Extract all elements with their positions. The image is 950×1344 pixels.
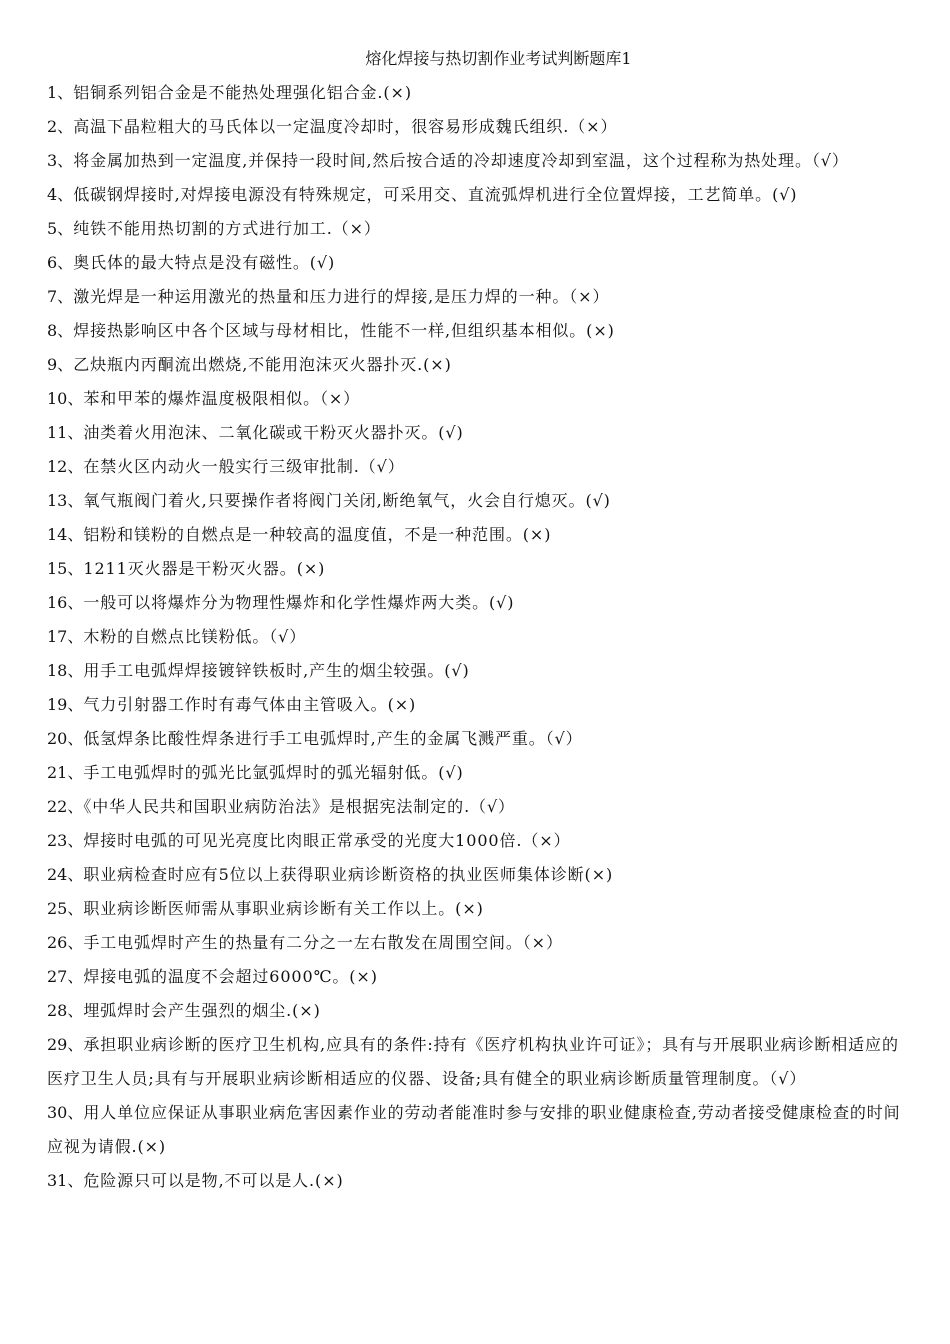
question-item: [47, 178, 910, 212]
question-number: 2、: [47, 117, 74, 136]
question-item: [47, 416, 910, 450]
question-text: 气力引射器工作时有毒气体由主管吸入。(×): [83, 695, 417, 714]
question-text: 氧气瓶阀门着火,只要操作者将阀门关闭,断绝氧气，火会自行熄灭。(√): [83, 491, 611, 510]
question-text: 承担职业病诊断的医疗卫生机构,应具有的条件:持有《医疗机构执业许可证》；具有与开展职业病诊断相适应的医疗卫生人员;具有与开展职业病诊断相适应的仪器、设备;具有健全的职业病诊断质量管理制度。（√）: [47, 1035, 899, 1088]
document-title: 熔化焊接与热切割作业考试判断题库1: [365, 49, 632, 68]
question-text: 低碳钢焊接时,对焊接电源没有特殊规定，可采用交、直流弧焊机进行全位置焊接，工艺简单。(√): [73, 185, 798, 204]
question-item: [47, 586, 910, 620]
question-text: 铝铜系列铝合金是不能热处理强化铝合金.(×): [73, 83, 412, 102]
question-number: 10、: [47, 389, 84, 408]
question-item: [47, 246, 910, 280]
question-item: [47, 1164, 910, 1198]
question-number: 3、: [47, 151, 74, 170]
question-number: 17、: [47, 627, 84, 646]
question-item: [47, 552, 910, 586]
question-text: 铝粉和镁粉的自燃点是一种较高的温度值，不是一种范围。(×): [83, 525, 552, 544]
question-item: [47, 620, 910, 654]
question-item: [47, 1096, 910, 1164]
question-number: 6、: [47, 253, 74, 272]
question-item: [47, 926, 910, 960]
question-item: [47, 756, 910, 790]
question-number: 9、: [47, 355, 74, 374]
question-number: 11、: [47, 423, 84, 442]
question-text: 1211灭火器是干粉灭火器。(×): [83, 559, 326, 578]
question-item: [47, 348, 910, 382]
question-text: 焊接时电弧的可见光亮度比肉眼正常承受的光度大1000倍.（×）: [83, 831, 571, 850]
question-text: 埋弧焊时会产生强烈的烟尘.(×): [83, 1001, 321, 1020]
question-text: 木粉的自燃点比镁粉低。（√）: [83, 627, 307, 646]
question-item: [47, 790, 910, 824]
question-text: 用人单位应保证从事职业病危害因素作业的劳动者能准时参与安排的职业健康检查,劳动者接受健康检查的时间应视为请假.(×): [47, 1103, 901, 1156]
question-text: 用手工电弧焊焊接镀锌铁板时,产生的烟尘较强。(√): [83, 661, 470, 680]
question-number: 12、: [47, 457, 84, 476]
question-number: 28、: [47, 1001, 84, 1020]
question-item: [47, 1028, 910, 1096]
question-text: 低氢焊条比酸性焊条进行手工电弧焊时,产生的金属飞溅严重。（√）: [83, 729, 583, 748]
question-item: [47, 382, 910, 416]
question-text: 乙炔瓶内丙酮流出燃烧,不能用泡沫灭火器扑灭.(×): [73, 355, 452, 374]
question-item: [47, 484, 910, 518]
question-item: [47, 688, 910, 722]
question-text: 焊接电弧的温度不会超过6000℃。(×): [83, 967, 378, 986]
question-number: 31、: [47, 1171, 84, 1190]
question-text: 激光焊是一种运用激光的热量和压力进行的焊接,是压力焊的一种。（×）: [73, 287, 610, 306]
question-text: 手工电弧焊时的弧光比氩弧焊时的弧光辐射低。(√): [83, 763, 464, 782]
question-text: 奥氏体的最大特点是没有磁性。(√): [73, 253, 336, 272]
question-item: [47, 994, 910, 1028]
question-item: [47, 722, 910, 756]
question-text: 《中华人民共和国职业病防治法》是根据宪法制定的.（√）: [83, 797, 515, 816]
question-number: 19、: [47, 695, 84, 714]
question-text: 危险源只可以是物,不可以是人.(×): [83, 1171, 344, 1190]
question-item: [47, 76, 910, 110]
question-item: [47, 654, 910, 688]
question-number: 27、: [47, 967, 84, 986]
question-text: 油类着火用泡沫、二氧化碳或干粉灭火器扑灭。(√): [83, 423, 464, 442]
question-item: [47, 518, 910, 552]
question-number: 1、: [47, 83, 74, 102]
question-item: [47, 858, 910, 892]
question-number: 13、: [47, 491, 84, 510]
question-list: [47, 76, 910, 1198]
question-text: 将金属加热到一定温度,并保持一段时间,然后按合适的冷却速度冷却到室温，这个过程称为热处理。（√）: [73, 151, 849, 170]
question-number: 22、: [47, 797, 84, 816]
question-item: [47, 280, 910, 314]
question-item: [47, 892, 910, 926]
question-number: 20、: [47, 729, 84, 748]
question-item: [47, 960, 910, 994]
question-number: 5、: [47, 219, 74, 238]
question-number: 21、: [47, 763, 84, 782]
question-number: 4、: [47, 185, 74, 204]
question-number: 7、: [47, 287, 74, 306]
question-text: 苯和甲苯的爆炸温度极限相似。（×）: [83, 389, 361, 408]
question-number: 15、: [47, 559, 84, 578]
question-text: 手工电弧焊时产生的热量有二分之一左右散发在周围空间。（×）: [83, 933, 563, 952]
question-number: 16、: [47, 593, 84, 612]
question-text: 纯铁不能用热切割的方式进行加工.（×）: [73, 219, 381, 238]
question-text: 一般可以将爆炸分为物理性爆炸和化学性爆炸两大类。(√): [83, 593, 515, 612]
question-number: 24、: [47, 865, 84, 884]
question-text: 在禁火区内动火一般实行三级审批制.（√）: [83, 457, 405, 476]
question-text: 高温下晶粒粗大的马氏体以一定温度冷却时，很容易形成魏氏组织.（×）: [73, 117, 618, 136]
question-item: [47, 450, 910, 484]
question-item: [47, 144, 910, 178]
question-number: 25、: [47, 899, 84, 918]
question-text: 职业病检查时应有5位以上获得职业病诊断资格的执业医师集体诊断(×): [83, 865, 614, 884]
question-number: 8、: [47, 321, 74, 340]
question-number: 14、: [47, 525, 84, 544]
question-text: 职业病诊断医师需从事职业病诊断有关工作以上。(×): [83, 899, 484, 918]
question-number: 29、: [47, 1035, 84, 1054]
question-number: 26、: [47, 933, 84, 952]
question-item: [47, 110, 910, 144]
question-text: 焊接热影响区中各个区域与母材相比，性能不一样,但组织基本相似。(×): [73, 321, 615, 340]
question-number: 30、: [47, 1103, 84, 1122]
question-item: [47, 824, 910, 858]
question-item: [47, 314, 910, 348]
question-item: [47, 212, 910, 246]
question-number: 18、: [47, 661, 84, 680]
question-number: 23、: [47, 831, 84, 850]
